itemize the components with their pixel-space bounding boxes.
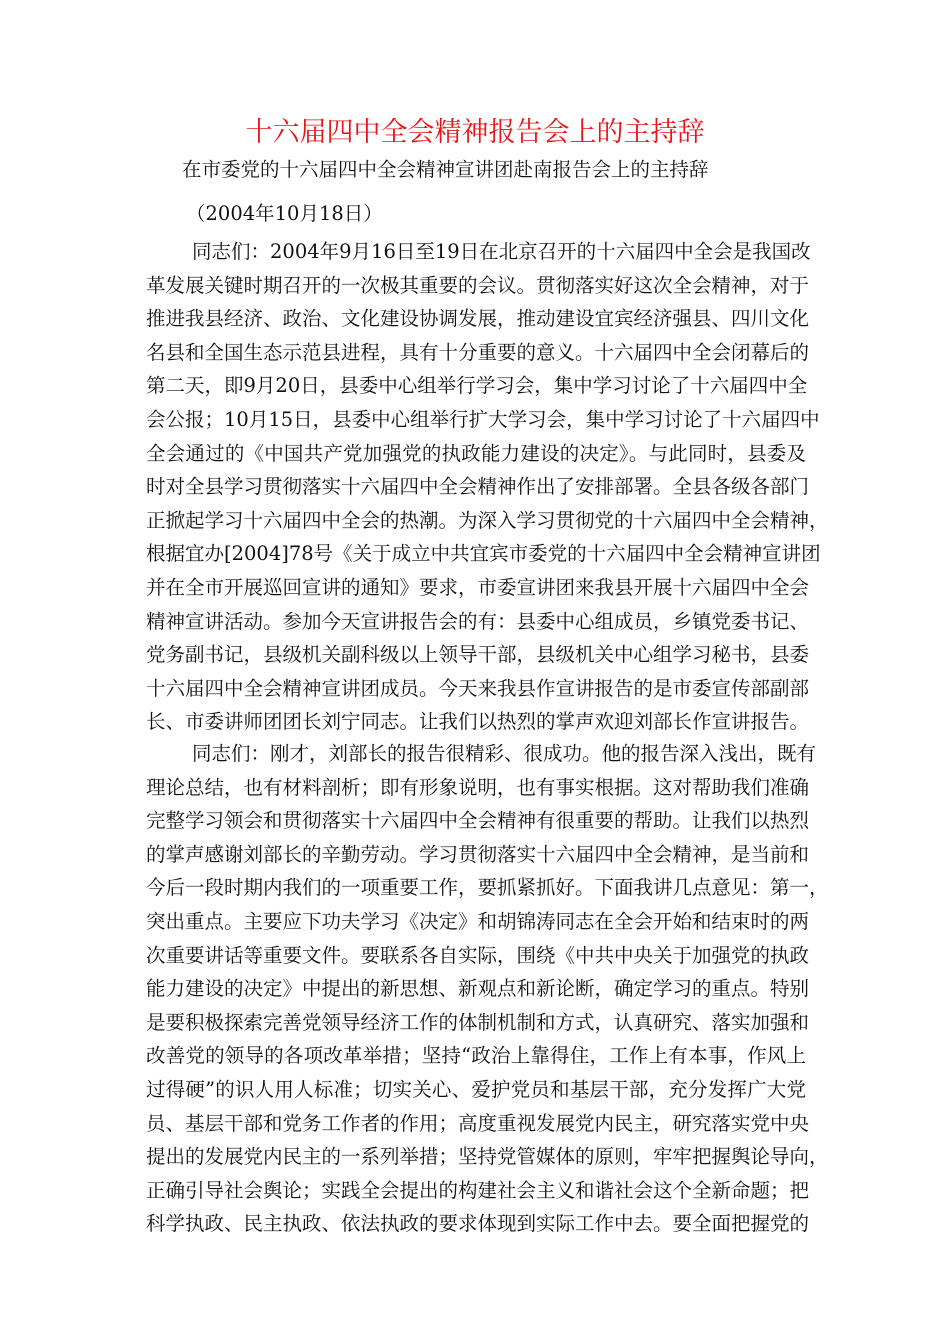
paragraph-line: 长、市委讲师团团长刘宁同志。让我们以热烈的掌声欢迎刘部长作宣讲报告。 <box>146 710 810 734</box>
paragraph-line: 革发展关键时期召开的一次极其重要的会议。贯彻落实好这次全会精神，对于 <box>146 273 810 297</box>
paragraph-line: 能力建设的决定》中提出的新思想、新观点和新论断，确定学习的重点。特别 <box>146 977 810 1001</box>
paragraph-line: 员、基层干部和党务工作者的作用；高度重视发展党内民主，研究落实党中央 <box>146 1111 810 1135</box>
paragraph-line: 次重要讲话等重要文件。要联系各自实际，围绕《中共中央关于加强党的执政 <box>146 943 810 967</box>
paragraph-line: 第二天，即9月20日，县委中心组举行学习会，集中学习讨论了十六届四中全 <box>146 374 808 398</box>
paragraph-line: 理论总结，也有材料剖析；即有形象说明，也有事实根据。这对帮助我们准确 <box>146 775 810 799</box>
paragraph-line: 同志们：2004年9月16日至19日在北京召开的十六届四中全会是我国改 <box>192 240 811 263</box>
paragraph-line: 并在全市开展巡回宣讲的通知》要求，市委宣讲团来我县开展十六届四中全会 <box>146 575 810 599</box>
paragraph-line: 精神宣讲活动。参加今天宣讲报告会的有：县委中心组成员，乡镇党委书记、 <box>146 609 810 633</box>
paragraph-line: 时对全县学习贯彻落实十六届四中全会精神作出了安排部署。全县各级各部门 <box>146 475 810 499</box>
paragraph-line: 推进我县经济、政治、文化建设协调发展，推动建设宜宾经济强县、四川文化 <box>146 307 810 331</box>
paragraph-line: 名县和全国生态示范县进程，具有十分重要的意义。十六届四中全会闭幕后的 <box>146 340 810 364</box>
paragraph-line: 正确引导社会舆论；实践全会提出的构建社会主义和谐社会这个全新命题；把 <box>146 1178 810 1202</box>
paragraph-line: 改善党的领导的各项改革举措；坚持“政治上靠得住，工作上有本事，作风上 <box>146 1044 806 1068</box>
paragraph-line: 正掀起学习十六届四中全会的热潮。为深入学习贯彻党的十六届四中全会精神， <box>146 508 829 532</box>
paragraph-line: 全会通过的《中国共产党加强党的执政能力建设的决定》。与此同时，县委及 <box>146 441 806 465</box>
document-subtitle: 在市委党的十六届四中全会精神宣讲团赴南报告会上的主持辞 <box>182 158 709 181</box>
paragraph-line: 的掌声感谢刘部长的辛勤劳动。学习贯彻落实十六届四中全会精神，是当前和 <box>146 842 810 866</box>
paragraph-closing-remarks <box>146 737 829 1241</box>
paragraph-line: 完整学习领会和贯彻落实十六届四中全会精神有很重要的帮助。让我们以热烈 <box>146 809 810 833</box>
paragraph-line: 过得硬”的识人用人标准；切实关心、爱护党员和基层干部，充分发挥广大党 <box>146 1077 806 1101</box>
paragraph-line: 十六届四中全会精神宣讲团成员。今天来我县作宣讲报告的是市委宣传部副部 <box>146 676 810 700</box>
paragraph-line: 科学执政、民主执政、依法执政的要求体现到实际工作中去。要全面把握党的 <box>146 1212 810 1236</box>
paragraph-line: 突出重点。主要应下功夫学习《决定》和胡锦涛同志在全会开始和结束时的两 <box>146 909 810 933</box>
paragraph-opening-remarks <box>146 235 829 739</box>
paragraph-line: 会公报；10月15日，县委中心组举行扩大学习会，集中学习讨论了十六届四中 <box>146 407 820 431</box>
document-date: （2004年10月18日） <box>186 202 383 225</box>
paragraph-line: 党务副书记，县级机关副科级以上领导干部，县级机关中心组学习秘书，县委 <box>146 643 810 667</box>
paragraph-line: 今后一段时期内我们的一项重要工作，要抓紧抓好。下面我讲几点意见：第一， <box>146 876 829 900</box>
paragraph-line: 提出的发展党内民主的一系列举措；坚持党管媒体的原则，牢牢把握舆论导向， <box>146 1145 829 1169</box>
document-title: 十六届四中全会精神报告会上的主持辞 <box>245 117 705 148</box>
paragraph-line: 根据宜办[2004]78号《关于成立中共宜宾市委党的十六届四中全会精神宣讲团 <box>146 542 821 566</box>
paragraph-line: 同志们：刚才，刘部长的报告很精彩、很成功。他的报告深入浅出，既有 <box>192 742 817 765</box>
paragraph-line: 是要积极探索完善党领导经济工作的体制机制和方式，认真研究、落实加强和 <box>146 1010 810 1034</box>
